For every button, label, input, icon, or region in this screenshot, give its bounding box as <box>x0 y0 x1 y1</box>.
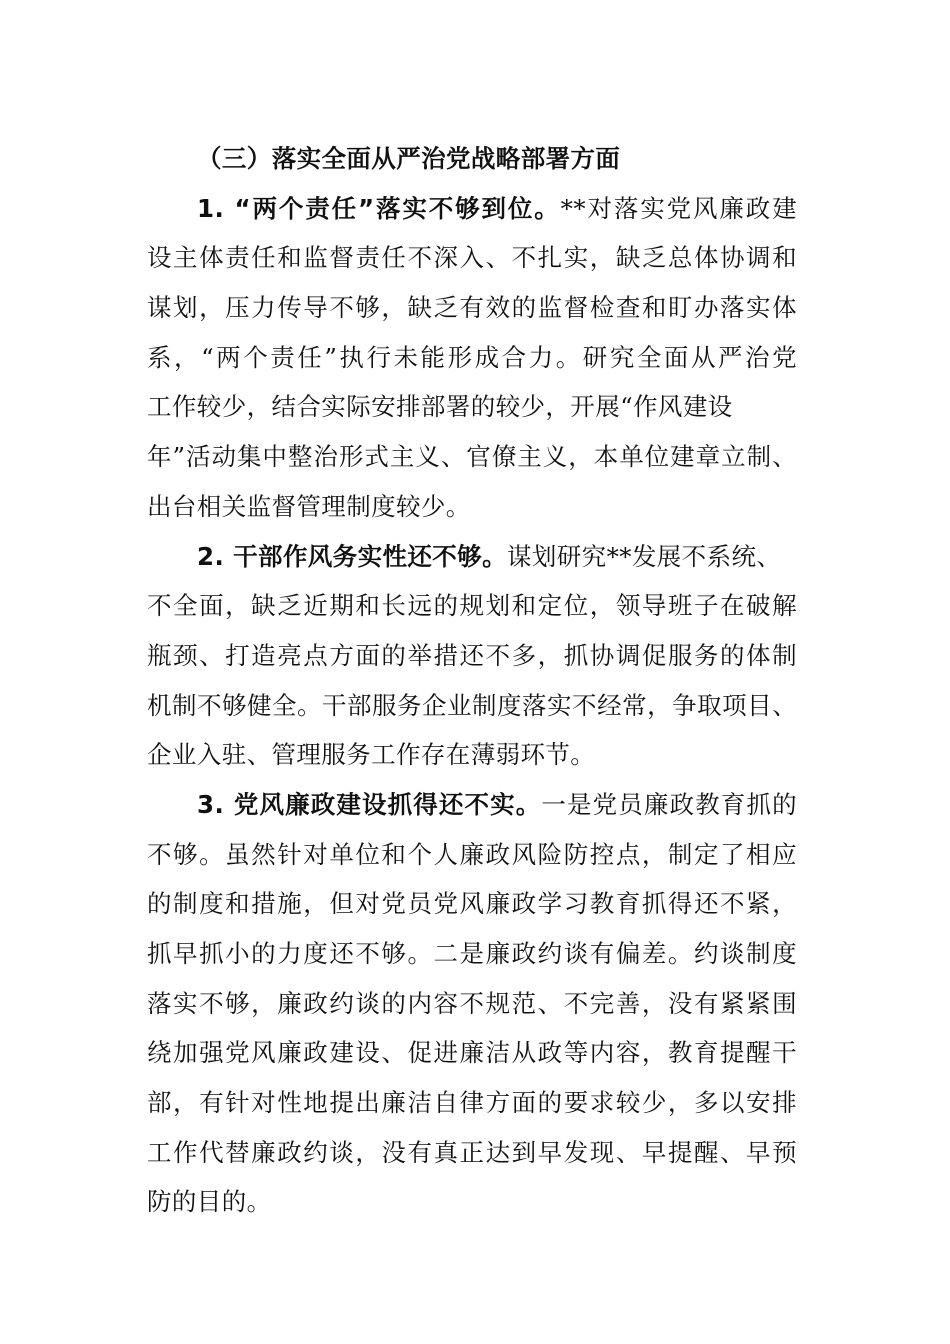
paragraph-text: **对落实党风廉政建 <box>560 193 797 223</box>
item-2-first-line <box>147 532 797 582</box>
item-1-first-line <box>147 184 797 234</box>
paragraph-text: 谋划研究**发展不系统、 <box>506 541 782 571</box>
item-3-first-line <box>147 780 797 830</box>
paragraph-line: 部，有针对性地提出廉洁自律方面的要求较少，多以安排 <box>147 1088 797 1118</box>
document-page <box>147 134 797 1227</box>
section-heading: （三）落实全面从严治党战略部署方面 <box>197 144 621 173</box>
paragraph-line: 防的目的。 <box>147 1187 272 1217</box>
paragraph-line: 出台相关监督管理制度较少。 <box>147 491 471 521</box>
paragraph-line: 抓早抓小的力度还不够。二是廉政约谈有偏差。约谈制度 <box>147 939 797 968</box>
paragraph-line: 工作较少，结合实际安排部署的较少，开展“作风建设 <box>147 392 733 422</box>
paragraph-line: 不够。虽然针对单位和个人廉政风险防控点，制定了相应 <box>147 839 797 869</box>
paragraph-line: 系，“两个责任”执行未能形成合力。研究全面从严治党 <box>147 342 797 372</box>
paragraph-line: 不全面，缺乏近期和长远的规划和定位，领导班子在破解 <box>147 591 797 621</box>
paragraph-line: 谋划，压力传导不够，缺乏有效的监督检查和盯办落实体 <box>147 293 797 323</box>
item-1-title: 1. “两个责任”落实不够到位。 <box>197 193 561 223</box>
paragraph-line: 绕加强党风廉政建设、促进廉洁从政等内容，教育提醒干 <box>147 1038 797 1068</box>
paragraph-line: 机制不够健全。干部服务企业制度落实不经常，争取项目、 <box>147 690 797 720</box>
item-2-title: 2. 干部作风务实性还不够。 <box>197 541 507 571</box>
paragraph-line: 落实不够，廉政约谈的内容不规范、不完善，没有紧紧围 <box>147 988 797 1018</box>
paragraph-line: 瓶颈、打造亮点方面的举措还不多，抓协调促服务的体制 <box>147 640 797 670</box>
paragraph-line: 工作代替廉政约谈，没有真正达到早发现、早提醒、早预 <box>147 1137 797 1167</box>
item-3-title: 3. 党风廉政建设抓得还不实。 <box>197 789 542 819</box>
paragraph-line: 企业入驻、管理服务工作存在薄弱环节。 <box>147 740 596 770</box>
paragraph-line: 设主体责任和监督责任不深入、不扎实，缺乏总体协调和 <box>147 243 797 273</box>
paragraph-text: 一是党员廉政教育抓的 <box>541 789 797 819</box>
paragraph-line: 年”活动集中整治形式主义、官僚主义，本单位建章立制、 <box>147 442 797 472</box>
paragraph-line: 的制度和措施，但对党员党风廉政学习教育抓得还不紧， <box>147 889 797 919</box>
